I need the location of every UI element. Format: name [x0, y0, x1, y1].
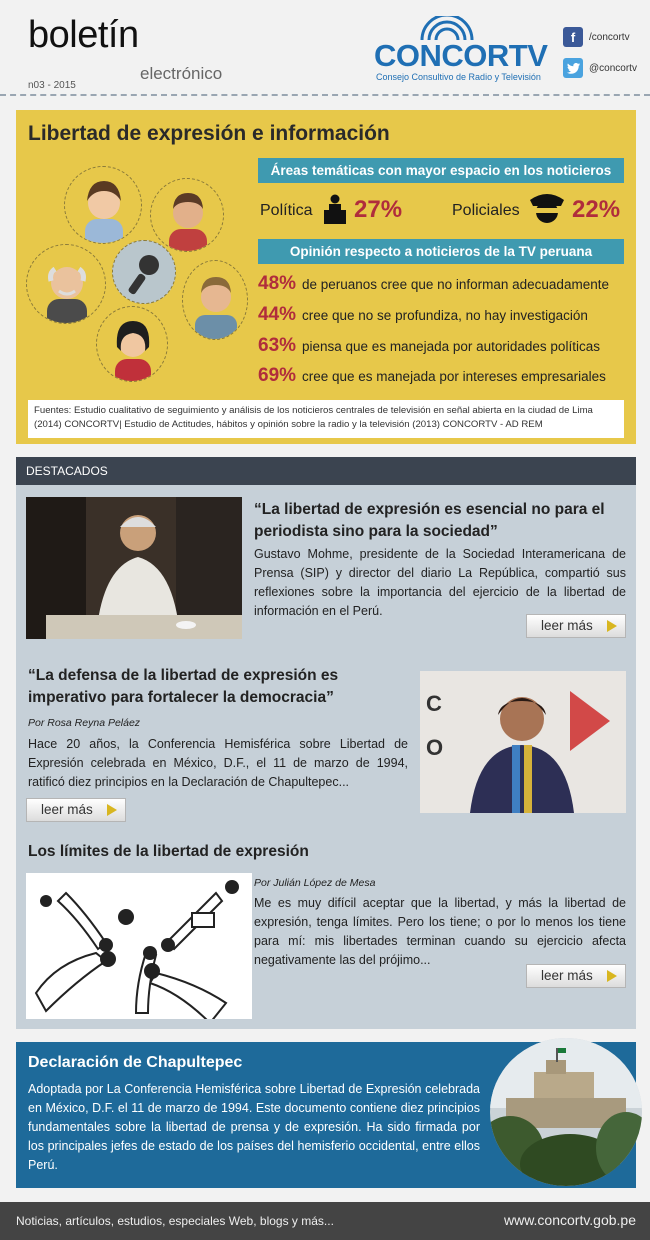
- arrow-right-icon: [607, 620, 617, 632]
- theme-politica-label: Política: [260, 202, 313, 219]
- twitter-label: @concortv: [589, 62, 637, 74]
- opinion-pct: 63%: [258, 335, 297, 356]
- featured-heading: DESTACADOS: [16, 457, 636, 485]
- newsletter-title: boletín: [28, 14, 139, 56]
- svg-text:C: C: [426, 691, 442, 716]
- article-photo-microphones[interactable]: [26, 873, 252, 1019]
- read-more-label: leer más: [541, 618, 593, 633]
- header: [0, 0, 650, 96]
- opinion-heading: Opinión respecto a noticieros de la TV peruana: [258, 239, 624, 264]
- read-more-label: leer más: [541, 968, 593, 983]
- opinion-row: [258, 365, 606, 387]
- facebook-link[interactable]: [563, 27, 630, 47]
- article-title[interactable]: “La defensa de la libertad de expresión es imperativo para fortalecer la democracia”: [28, 667, 339, 706]
- twitter-icon: [563, 58, 583, 78]
- chapultepec-panel: [16, 1042, 636, 1188]
- opinion-text: piensa que es manejada por autoridades políticas: [302, 339, 600, 354]
- infographic-title: Libertad de expresión e información: [28, 122, 390, 145]
- facebook-label: /concortv: [589, 31, 630, 43]
- opinion-text: cree que es manejada por intereses empresariales: [302, 369, 606, 384]
- man-avatar-icon: [150, 178, 224, 252]
- brand-subtitle: Consejo Consultivo de Radio y Televisión: [376, 72, 541, 82]
- footer-website-link[interactable]: www.concortv.gob.pe: [503, 1212, 636, 1228]
- twitter-link[interactable]: [563, 58, 637, 78]
- opinion-row: [258, 273, 609, 295]
- podium-icon: [322, 194, 348, 224]
- article-title[interactable]: Los límites de la libertad de expresión: [28, 843, 309, 860]
- theme-policiales-pct: 22%: [572, 196, 621, 223]
- newsletter-subtitle: electrónico: [140, 64, 223, 83]
- concortv-logo[interactable]: [374, 18, 549, 88]
- read-more-button[interactable]: [526, 614, 626, 638]
- article-body: Hace 20 años, la Conferencia Hemisférica sobre Libertad de Expresión celebrada en México, D.F., el 11 de marzo de 1994, ratificó diez principios en la Declaración de Chapultepec...: [28, 737, 408, 789]
- arrow-right-icon: [607, 970, 617, 982]
- read-more-label: leer más: [41, 802, 93, 817]
- facebook-icon: f: [563, 27, 583, 47]
- article-photo-reyna[interactable]: [420, 671, 626, 813]
- young-woman-avatar-icon: [96, 306, 168, 382]
- opinion-pct: 69%: [258, 365, 297, 386]
- opinion-row: [258, 335, 600, 357]
- opinion-pct: 48%: [258, 273, 297, 294]
- old-man-avatar-icon: [26, 244, 106, 324]
- theme-politica-pct: 27%: [354, 196, 403, 223]
- footer-tagline: Noticias, artículos, estudios, especiales Web, blogs y más...: [16, 1214, 334, 1228]
- sources-note: Fuentes: Estudio cualitativo de seguimiento y análisis de los noticieros centrales de televisión en señal abierta en la ciudad de Lima (2014) CONCORTV| Estudio de Actitudes, hábitos y opinión sobre la radio y la televisión (2013) CONCORTV - AD REM: [28, 400, 624, 438]
- footer: [0, 1202, 650, 1240]
- issue-number: n03 - 2015: [28, 80, 76, 91]
- article-title[interactable]: “La libertad de expresión es esencial no para el periodista sino para la sociedad”: [254, 501, 605, 540]
- article-photo-mohme[interactable]: [26, 497, 242, 639]
- police-icon: [528, 190, 566, 226]
- article-byline: Por Julián López de Mesa: [254, 877, 376, 889]
- opinion-text: de peruanos cree que no informan adecuadamente: [302, 277, 609, 292]
- featured-section: [16, 457, 636, 1029]
- article-body: Me es muy difícil aceptar que la libertad, y más la libertad de expresión, tenga límites. Pero los tiene; o por lo menos los tiene para mí: mis libertades terminan cuando su ejercicio afecta negativamente las del prójimo...: [254, 896, 626, 967]
- opinion-pct: 44%: [258, 304, 297, 325]
- arrow-right-icon: [107, 804, 117, 816]
- microphone-icon: [112, 240, 176, 304]
- woman-avatar-icon: [64, 166, 142, 244]
- chapultepec-body: Adoptada por La Conferencia Hemisférica sobre Libertad de Expresión celebrada en México, D.F. el 11 de marzo de 1994. Este documento contiene diez principios fundamentales sobre la libertad de prensa y de expresión. Ha sido firmada por los principales jefes de estado de los países del hemisferio occidental, entre ellos Perú.: [28, 1082, 480, 1172]
- theme-policiales-label: Policiales: [452, 202, 520, 219]
- themes-heading: Áreas temáticas con mayor espacio en los noticieros: [258, 158, 624, 183]
- chapultepec-title[interactable]: Declaración de Chapultepec: [28, 1054, 243, 1071]
- infographic-panel: [16, 110, 636, 444]
- article-byline: Por Rosa Reyna Peláez: [28, 717, 141, 729]
- brand-name: CONCORTV: [374, 38, 548, 73]
- castle-photo: [490, 1038, 642, 1186]
- svg-text:O: O: [426, 735, 444, 760]
- opinion-row: [258, 304, 588, 326]
- suit-man-avatar-icon: [182, 260, 248, 340]
- opinion-text: cree que no se profundiza, no hay investigación: [302, 308, 588, 323]
- article-body: Gustavo Mohme, presidente de la Sociedad Interamericana de Prensa (SIP) y director del diario La República, compartió sus reflexiones sobre la importancia del ejercicio de la libertad de información en el Perú.: [254, 547, 626, 618]
- read-more-button[interactable]: [26, 798, 126, 822]
- read-more-button[interactable]: [526, 964, 626, 988]
